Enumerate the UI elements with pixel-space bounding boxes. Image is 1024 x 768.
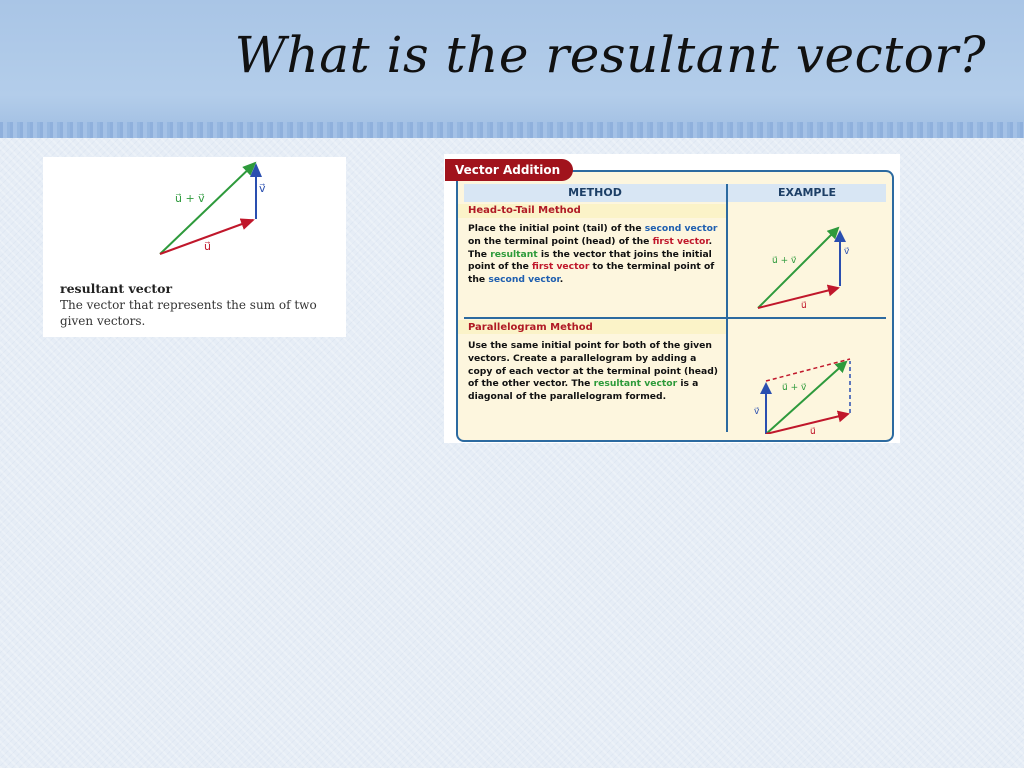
pm-sum-label: u⃗ + v⃗ bbox=[782, 383, 807, 393]
slide-title: What is the resultant vector? bbox=[234, 26, 986, 84]
example-column-header: EXAMPLE bbox=[728, 184, 886, 202]
definition-term: resultant vector bbox=[60, 281, 173, 296]
v-vector-label: v⃗ bbox=[259, 182, 266, 195]
u-vector-label: u⃗ bbox=[204, 240, 211, 253]
head-to-tail-title: Head-to-Tail Method bbox=[468, 205, 581, 216]
pm-u-label: u⃗ bbox=[810, 427, 816, 434]
definition-text: The vector that represents the sum of two given vectors. bbox=[60, 298, 317, 328]
title-band-edge bbox=[0, 122, 1024, 138]
definition-card bbox=[43, 157, 346, 337]
htt-v-label: v⃗ bbox=[844, 247, 850, 257]
row-divider bbox=[464, 317, 886, 319]
vector-addition-frame bbox=[456, 170, 894, 442]
parallelogram-title: Parallelogram Method bbox=[468, 322, 593, 333]
pm-sum-arrow bbox=[766, 362, 846, 434]
method-column-header: METHOD bbox=[464, 184, 726, 202]
head-to-tail-text: Place the initial point (tail) of the second vector on the terminal point (head) of the first vector. The resultant is the vector that joins the initial point of the first vector to the terminal point of the second vector. bbox=[468, 223, 718, 286]
parallelogram-diagram bbox=[728, 324, 888, 434]
htt-u-label: u⃗ bbox=[801, 301, 807, 311]
head-to-tail-diagram bbox=[728, 208, 888, 318]
htt-sum-label: u⃗ + v⃗ bbox=[772, 256, 797, 266]
sum-vector-label: u⃗ + v⃗ bbox=[175, 192, 205, 205]
htt-u-arrow bbox=[758, 288, 838, 308]
resultant-vector-diagram bbox=[43, 157, 346, 277]
parallelogram-text: Use the same initial point for both of the given vectors. Create a parallelogram by adding a copy of each vector at the terminal point (head) of the other vector. The resultant vector is a diagonal of the parallelogram formed. bbox=[468, 340, 718, 403]
htt-sum-arrow bbox=[758, 228, 838, 308]
vector-addition-tab: Vector Addition bbox=[445, 159, 573, 181]
vector-addition-panel bbox=[444, 154, 900, 443]
pm-v-label: v⃗ bbox=[754, 407, 760, 417]
